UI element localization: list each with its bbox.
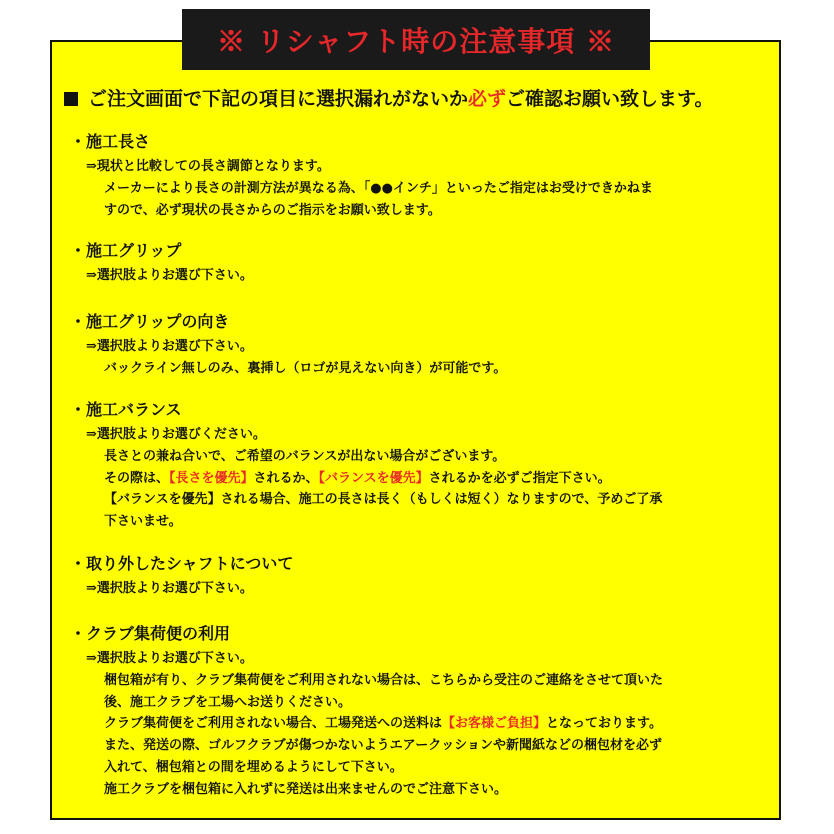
section-line: 下さいませ。	[104, 514, 182, 530]
highlight-length-priority: 【長さを優先】	[169, 470, 254, 486]
text-part: クラブ集荷便をご利用されない場合、工場発送への送料は	[104, 716, 443, 732]
section-line: ⇒選択肢よりお選び下さい。	[86, 581, 253, 596]
section-grip	[70, 240, 760, 287]
section-line: メーカーにより長さの計測方法が異なる為、「●●インチ」といったご指定はお受けできかねま	[104, 180, 653, 196]
section-line: ⇒選択肢よりお選び下さい。	[86, 651, 253, 666]
section-line: すので、必ず現状の長さからのご指示をお願い致します。	[104, 202, 441, 218]
text-part: その際は、	[104, 470, 170, 486]
section-line: また、発送の際、ゴルフクラブが傷つかないようエアークッションや新聞紙などの梱包材を必ず	[104, 738, 662, 754]
section-line: 入れて、梱包箱との間を埋めるようにして下さい。	[104, 759, 403, 775]
headline	[64, 84, 714, 111]
section-line: 【バランスを優先】される場合、施工の長さは長く（もしくは短く）なりますので、予めご了承	[104, 492, 663, 508]
section-title: ・取り外したシャフトについて	[70, 554, 294, 573]
page-title: ※ リシャフト時の注意事項 ※	[217, 24, 615, 58]
section-title: ・施工グリップの向き	[70, 312, 230, 331]
square-bullet-icon	[64, 92, 78, 106]
headline-emphasis: 必ず	[468, 88, 507, 110]
section-removed-shaft	[70, 553, 760, 600]
section-title: ・施工長さ	[70, 132, 151, 151]
section-line-mixed	[104, 713, 760, 735]
highlight-customer-burden: 【お客様ご負担】	[442, 716, 547, 732]
section-line: 長さとの兼ね合いで、ご希望のバランスが出ない場合がございます。	[104, 448, 506, 464]
section-line: バックライン無しのみ、裏挿し（ロゴが見えない向き）が可能です。	[104, 360, 507, 376]
section-line: 施工クラブを梱包箱に入れずに発送は出来ませんのでご注意下さい。	[104, 781, 508, 797]
section-line: 後、施工クラブを工場へお送りください。	[104, 694, 352, 710]
section-line: ⇒現状と比較しての長さ調節となります。	[86, 159, 330, 174]
section-title: ・クラブ集荷便の利用	[70, 624, 231, 643]
text-part: されるか、	[253, 470, 319, 486]
headline-text-before: ご注文画面で下記の項目に選択漏れがないか	[88, 88, 469, 110]
section-line: ⇒選択肢よりお選び下さい。	[86, 268, 253, 283]
headline-text-after: ご確認お願い致します。	[506, 88, 714, 110]
section-grip-direction	[70, 311, 760, 380]
section-length	[70, 131, 760, 221]
text-part: となっております。	[546, 716, 662, 732]
section-line: ⇒選択肢よりお選びください。	[86, 427, 266, 442]
highlight-balance-priority: 【バランスを優先】	[318, 470, 429, 486]
section-title: ・施工バランス	[70, 400, 182, 419]
section-club-pickup	[70, 623, 760, 801]
section-title: ・施工グリップ	[70, 241, 182, 260]
section-line: ⇒選択肢よりお選び下さい。	[86, 339, 253, 354]
section-line: 梱包箱が有り、クラブ集荷便をご利用されない場合は、こちらから受注のご連絡をさせて頂いた	[104, 672, 664, 688]
text-part: されるかを必ずご指定下さい。	[428, 470, 611, 486]
section-line-mixed	[104, 468, 760, 490]
section-balance	[70, 399, 760, 533]
title-banner	[182, 9, 650, 70]
